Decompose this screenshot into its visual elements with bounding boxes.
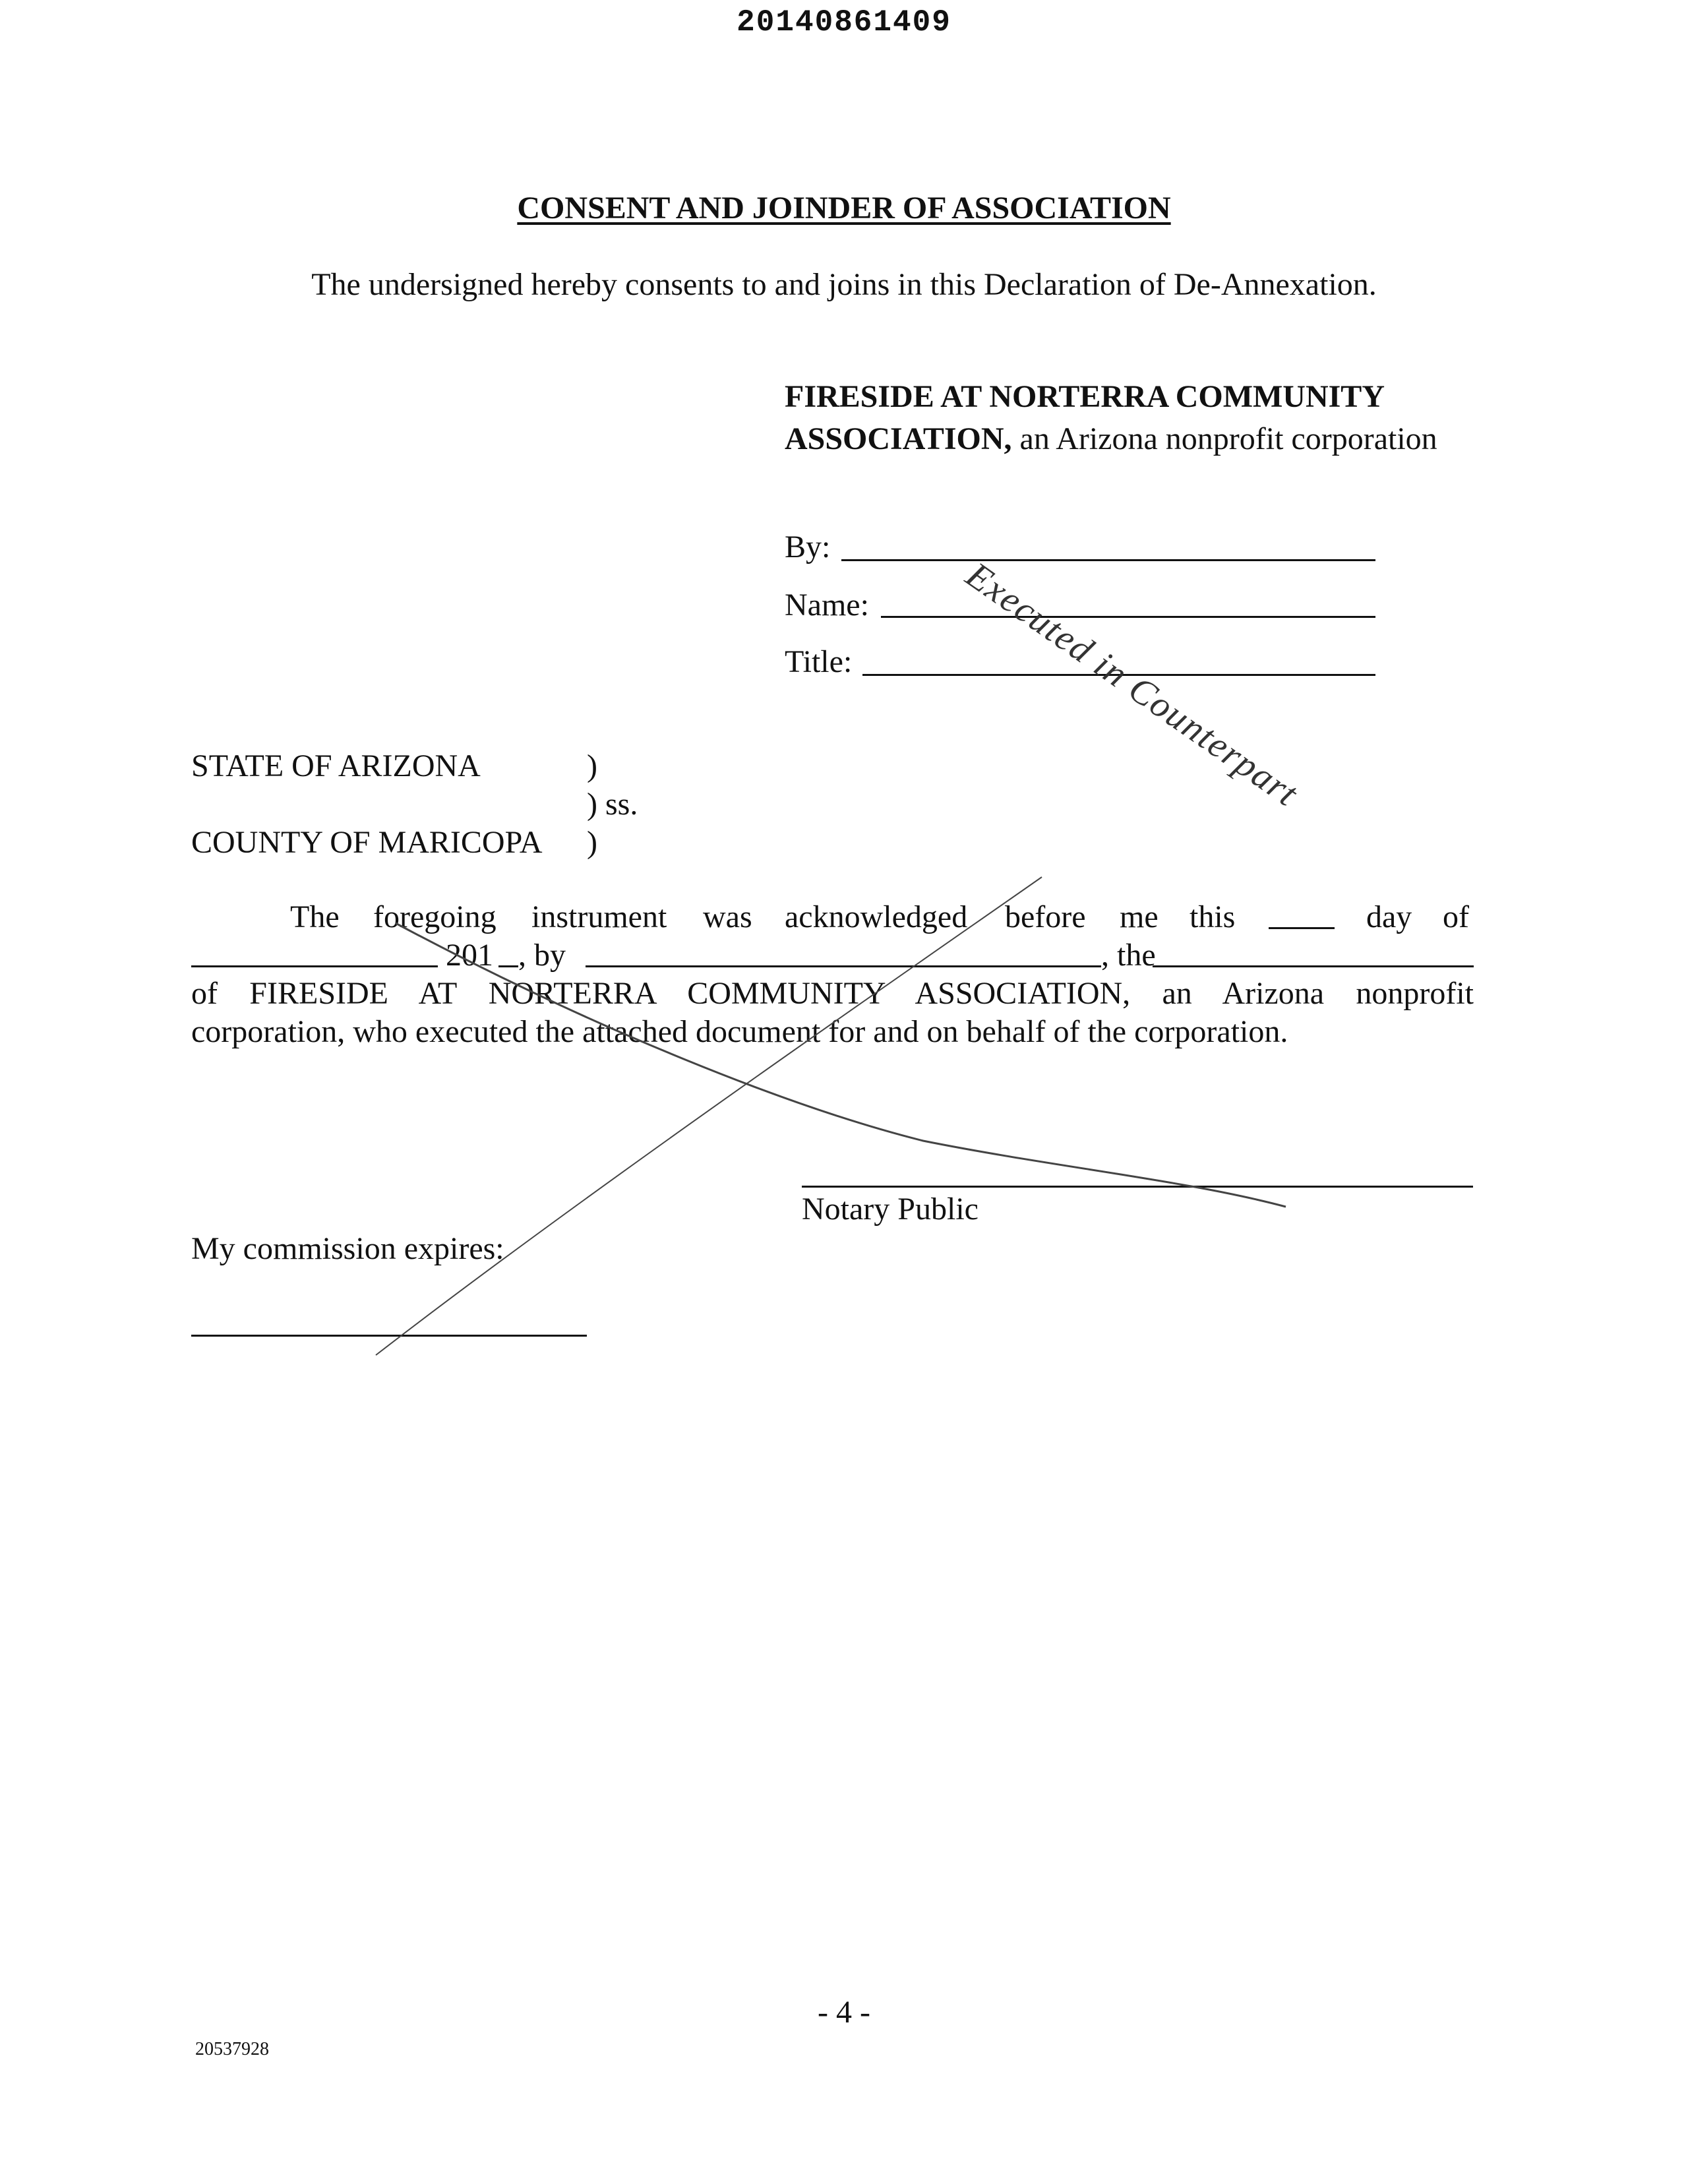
notary-public-label: Notary Public (802, 1192, 979, 1227)
association-name-block (785, 376, 1437, 460)
association-name-line2: ASSOCIATION, an Arizona nonprofit corporation (785, 421, 1437, 456)
intro-paragraph: The undersigned hereby consents to and joins in this Declaration of De-Annexation. (311, 267, 1377, 302)
document-number: 20537928 (195, 2039, 269, 2059)
ack-line-2: 201 , by , the (191, 936, 1474, 975)
by-label: By: (785, 530, 831, 564)
venue-ss: ) ss. (587, 787, 638, 822)
acknowledgment-paragraph (191, 898, 1474, 1051)
executed-in-counterpart-stamp: Executed in Counterpart (958, 554, 1306, 815)
association-name-line1: FIRESIDE AT NORTERRA COMMUNITY (785, 379, 1385, 414)
ack-signer-blank[interactable] (586, 936, 1101, 967)
by-signature-line[interactable] (841, 559, 1375, 561)
page-number: - 4 - (818, 1995, 870, 2030)
commission-expires-label: My commission expires: (191, 1231, 504, 1266)
venue-county: COUNTY OF MARICOPA (191, 825, 543, 860)
venue-paren-top: ) (587, 748, 597, 783)
title-label: Title: (785, 644, 853, 679)
ack-line-3: of FIRESIDE AT NORTERRA COMMUNITY ASSOCIATION, an Arizona nonprofit (191, 976, 1474, 1011)
page-title: CONSENT AND JOINDER OF ASSOCIATION (517, 191, 1171, 226)
ack-line-1: The foregoing instrument was acknowledged before me this day of (290, 899, 1469, 934)
venue-state: STATE OF ARIZONA (191, 748, 481, 783)
recording-number: 20140861409 (737, 5, 951, 40)
ack-year-blank[interactable] (498, 936, 518, 967)
ack-day-blank[interactable] (1269, 898, 1335, 929)
commission-expires-line[interactable] (191, 1335, 587, 1337)
name-label: Name: (785, 588, 869, 622)
notary-signature-line[interactable] (802, 1186, 1473, 1188)
venue-paren-bottom: ) (587, 825, 597, 860)
ack-month-blank[interactable] (191, 936, 438, 967)
ack-signer-title-blank[interactable] (1153, 936, 1474, 967)
name-signature-line[interactable] (881, 616, 1375, 618)
ack-line-4: corporation, who executed the attached document for and on behalf of the corporation. (191, 1014, 1288, 1049)
